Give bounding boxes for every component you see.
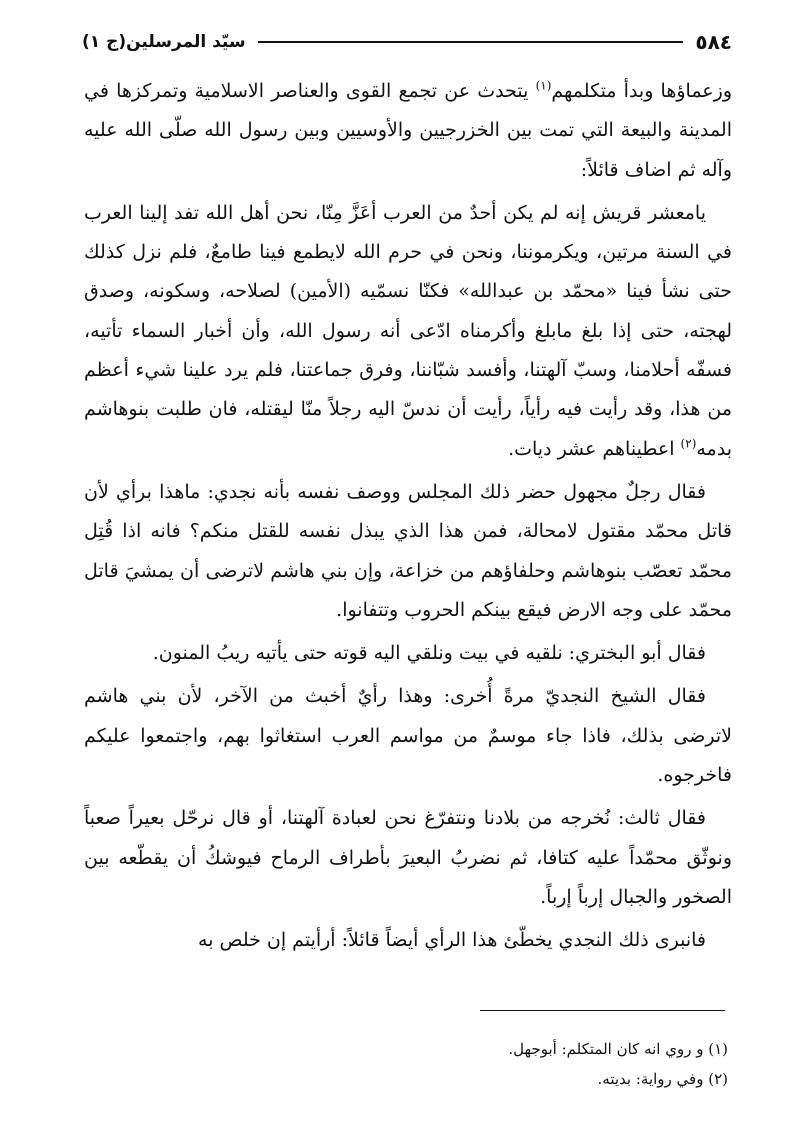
footnote-ref: (٢) [680, 436, 697, 451]
paragraph-text: فقال الشيخ النجديّ مرةً أُخرى: وهذا رأيٌ أخبث من الآخر، لأن بني هاشم لاترضى بذلك، فاذا جاء موسمٌ من مواسم العرب استغاثوا بهم، واجتمعوا عليكم فاخرجوه. [84, 685, 732, 787]
header-rule [258, 41, 684, 43]
footnote: (٢) وفي رواية: بديته. [597, 1070, 728, 1088]
paragraph-text: وزعماؤها وبدأ متكلمهم [551, 80, 732, 102]
footnote: (١) و روي انه كان المتكلم: أبوجهل. [508, 1040, 728, 1058]
main-text [84, 72, 732, 965]
paragraph [84, 677, 732, 795]
paragraph [84, 194, 732, 469]
footnotes [84, 1034, 728, 1094]
paragraph [84, 72, 732, 190]
paragraph [84, 921, 732, 960]
paragraph [84, 634, 732, 673]
page-header [82, 22, 732, 62]
paragraph-text: فقال رجلٌ مجهول حضر ذلك المجلس ووصف نفسه بأنه نجدي: ماهذا برأي لأن قاتل محمّد مقتول لامحالة، فمن هذا الذي يبذل نفسه للقتل منكم؟ فانه اذا قُتِل محمّد تعصّب بنوهاشم وحلفاؤهم من خزاعة، وإن بني هاشم لاترضى أن يمشيَ قاتل محمّد على وجه الارض فيقع بينكم الحروب وتتفانوا. [84, 480, 732, 621]
footnote-separator [480, 1010, 725, 1011]
paragraph [84, 473, 732, 630]
paragraph [84, 799, 732, 917]
paragraph-text: فانبرى ذلك النجدي يخطّئ هذا الرأي أيضاً قائلاً: أرأيتم إن خلص به [198, 929, 706, 952]
footnote-ref: (١) [535, 78, 552, 93]
paragraph-text: فقال ثالث: نُخرجه من بلادنا ونتفرّغ نحن لعبادة آلهتنا، أو قال نرحّل بعيراً صعباً ونوثّق محمّداً عليه كتافا، ثم نضربُ البعيرَ بأطراف الرماح فيوشكُ أن يقطّعه بين الصخور والجبال إرباً إرباً. [84, 807, 732, 908]
paragraph-text: يامعشر قريش إنه لم يكن أحدٌ من العرب أعَزَّ مِنّا، نحن أهل الله تفد إلينا العرب في السنة مرتين، ويكرموننا، ونحن في حرم الله لايطمع فينا طامعٌ، فلم نزل كذلك حتى نشأ فينا «محمّد بن عبدالله» فكنّا نسمّيه (الأمين) لصلاحه، وسكونه، وصدق لهجته، حتى إذا بلغ مابلغ وأكرمناه ادّعى أنه رسول الله، وأن أخبار السماء تأتيه، فسفّه أحلامنا، وسبّ آلهتنا، وأفسد شبّاننا، وفرق جماعتنا، فلم يرد علينا شيء أعظم من هذا، وقد رأيت فيه رأياً، رأيت أن ندسّ اليه رجلاً منّا ليقتله، فان طلبت بنوهاشم بدمه [84, 201, 732, 460]
paragraph-text: اعطيناهم عشر ديات. [508, 437, 681, 460]
page-number: ٥٨٤ [695, 30, 732, 54]
paragraph-text: فقال أبو البختري: نلقيه في بيت ونلقي اليه قوته حتى يأتيه ريبُ المنون. [152, 642, 706, 665]
running-title: سيّد المرسلين(ج ١) [82, 32, 246, 52]
paragraph-text: يتحدث عن تجمع القوى والعناصر الاسلامية وتمركزها في المدينة والبيعة التي تمت بين الخزرجيين والأوسيين وبين رسول الله صلّى الله عليه وآله ثم اضاف قائلاً: [84, 80, 732, 181]
